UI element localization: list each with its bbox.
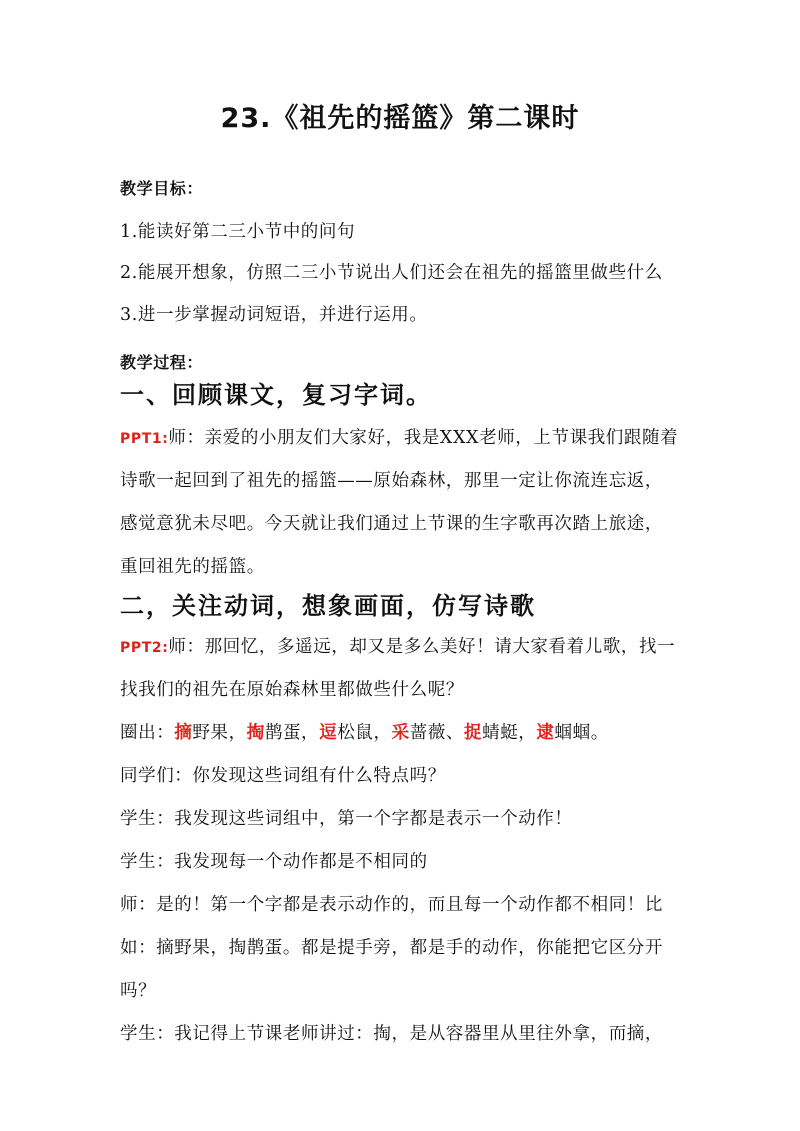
verb-highlight: 逗 [319,723,338,743]
verb-highlight: 掏 [246,723,265,743]
verb-highlight: 采 [391,723,410,743]
section-heading: 二，关注动词，想象画面，仿写诗歌 [120,592,536,620]
process-label: 教学过程： [120,353,204,372]
dialogue-line: 学生：我记得上节课老师讲过：掏，是从容器里从里往外拿，而摘， [120,1024,663,1044]
dialogue-line: 学生：我发现每一个动作都是不相同的 [120,852,428,872]
verb-rest: 蝈蝈。 [554,723,609,743]
dialogue-line: 学生：我发现这些词组中，第一个字都是表示一个动作！ [120,809,573,829]
circled-verbs-line [120,719,690,744]
paragraph-text: 师：亲爱的小朋友们大家好，我是XXX老师，上节课我们跟随着 [168,428,679,448]
paragraph-line: 找我们的祖先在原始森林里都做些什么呢？ [120,680,464,700]
verb-rest: 松鼠， [337,723,392,743]
dialogue-line: 同学们：你发现这些词组有什么特点吗？ [120,766,446,786]
paragraph-line [120,633,690,658]
ppt-label: PPT1: [120,431,169,447]
verb-rest: 蔷薇、 [409,723,464,743]
verb-highlight: 逮 [536,723,555,743]
ppt-label: PPT2: [120,640,169,656]
page-title: 23.《祖先的摇篮》第二课时 [220,103,580,134]
paragraph-line [120,424,690,449]
objective-item: 3.进一步掌握动词短语，并进行运用。 [120,305,428,325]
circle-prefix: 圈出： [120,723,175,743]
objective-item: 2.能展开想象，仿照二三小节说出人们还会在祖先的摇篮里做些什么 [120,263,663,283]
verb-rest: 蜻蜓， [482,723,537,743]
section-heading: 一、回顾课文，复习字词。 [120,381,432,409]
paragraph-line: 重回祖先的摇篮。 [120,557,265,577]
objectives-label: 教学目标： [120,179,204,198]
dialogue-line: 吗？ [120,981,157,1001]
verb-highlight: 摘 [174,723,193,743]
paragraph-line: 诗歌一起回到了祖先的摇篮——原始森林，那里一定让你流连忘返， [120,471,663,491]
dialogue-line: 如：摘野果，掏鹊蛋。都是提手旁，都是手的动作，你能把它区分开 [120,938,663,958]
paragraph-text: 师：那回忆，多遥远，却又是多么美好！请大家看着儿歌，找一 [168,637,676,657]
verb-highlight: 捉 [464,723,483,743]
paragraph-line: 感觉意犹未尽吧。今天就让我们通过上节课的生字歌再次踏上旅途， [120,514,663,534]
objective-item: 1.能读好第二三小节中的问句 [120,222,356,242]
verb-rest: 野果， [192,723,247,743]
verb-rest: 鹊蛋， [264,723,320,743]
dialogue-line: 师：是的！第一个字都是表示动作的，而且每一个动作都不相同！比 [120,895,663,915]
